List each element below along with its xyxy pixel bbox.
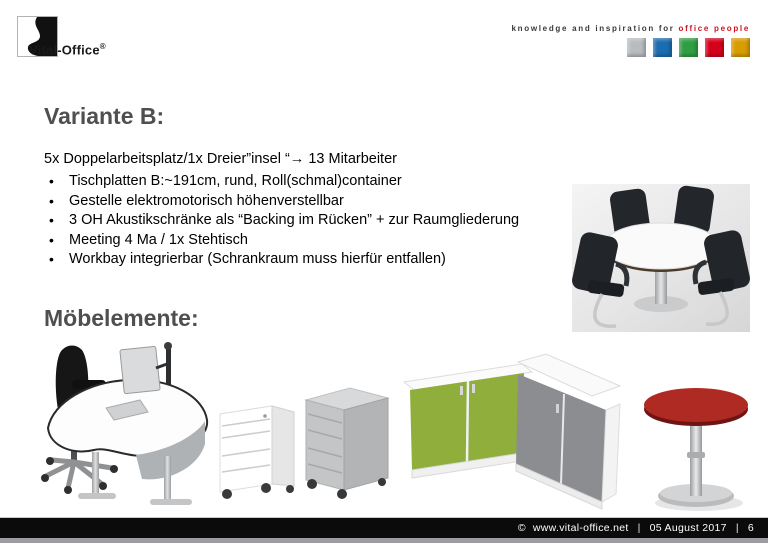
page-number: 6 — [747, 522, 754, 534]
footer-separator: | — [735, 522, 739, 534]
footer-website: www.vital-office.net — [532, 522, 629, 534]
roll-containers-image — [210, 380, 392, 508]
page-title: Variante B: — [44, 103, 165, 130]
brand-square-gold — [731, 38, 750, 57]
bullet-item: • Meeting 4 Ma / 1x Stehtisch — [46, 231, 519, 251]
standing-table-image — [633, 376, 766, 514]
bullet-item: • Gestelle elektromotorisch höhenverstellbar — [46, 192, 519, 212]
meeting-table-image — [572, 184, 750, 332]
green-cabinet — [404, 364, 532, 478]
brand-tagline — [512, 24, 750, 33]
brand-square-green — [679, 38, 698, 57]
bullet-item: • Tischplatten B:~191cm, rund, Roll(schmal)container — [46, 172, 519, 192]
bullet-list — [46, 172, 519, 270]
registered-trademark: ® — [99, 42, 106, 51]
logo-wordmark-text: Vital-Office — [29, 42, 100, 58]
logo-wordmark — [29, 42, 106, 57]
bullet-item: • 3 OH Akustikschränke als “Backing im Rücken” + zur Raumgliederung — [46, 211, 519, 231]
copyright-symbol: © — [517, 522, 526, 534]
grey-acoustic-cabinet — [516, 354, 620, 509]
footer-separator: | — [637, 522, 641, 534]
bullet-item: • Workbay integrierbar (Schrankraum muss hierfür entfallen) — [46, 250, 519, 270]
brand-square-blue — [653, 38, 672, 57]
footer-bottom-strip — [0, 538, 768, 543]
desk-workstation-image — [28, 328, 218, 508]
brand-square-red — [705, 38, 724, 57]
white-pedestal — [220, 406, 294, 499]
grey-pedestal — [306, 388, 388, 499]
footer-bar — [0, 518, 768, 538]
brand-color-squares — [627, 38, 750, 57]
subtitle: 5x Doppelarbeitsplatz/1x Dreier”insel “→ 13 Mitarbeiter — [44, 150, 397, 167]
section-heading: Möbelemente: — [44, 305, 199, 332]
footer-date: 05 August 2017 — [649, 522, 727, 534]
tagline-highlight: office people — [678, 24, 750, 33]
tagline-text: knowledge and inspiration for — [511, 24, 675, 33]
brand-square-silver — [627, 38, 646, 57]
acoustic-cabinets-image — [398, 352, 628, 514]
